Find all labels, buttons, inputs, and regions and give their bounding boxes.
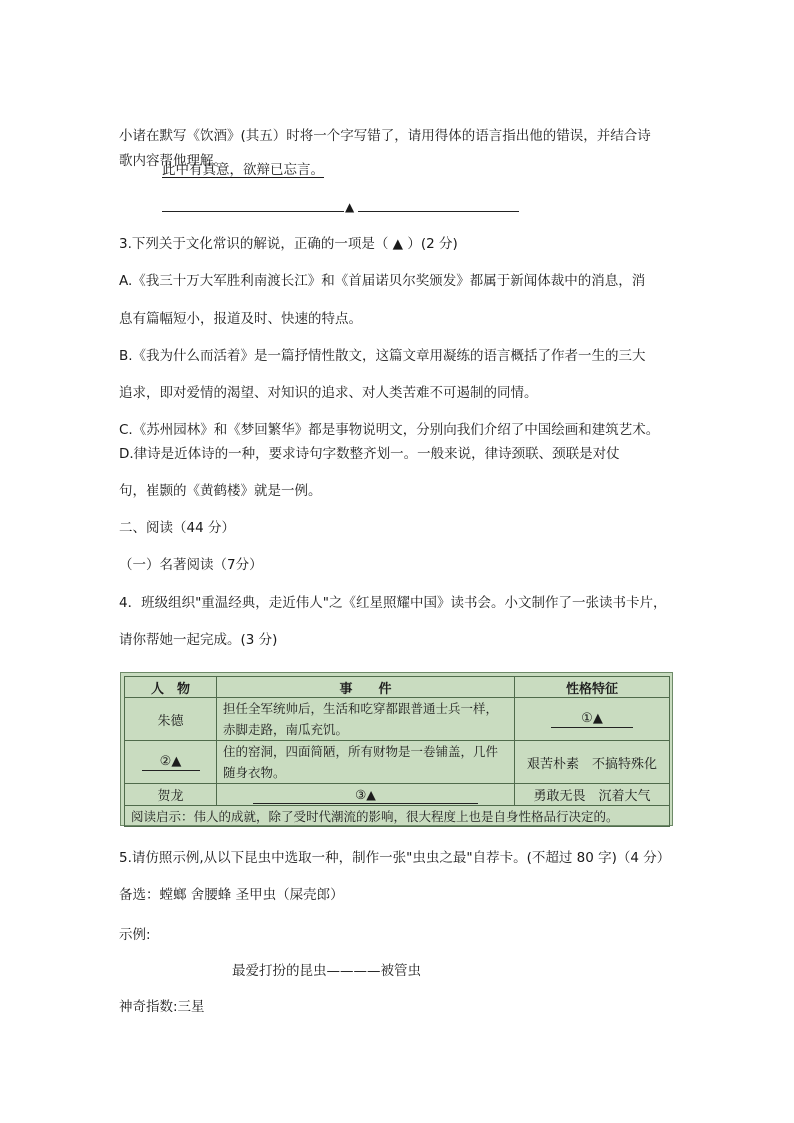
cell-event: 担任全军统帅后，生活和吃穿都跟普通士兵一样，赤脚走路，南瓜充饥。 bbox=[217, 698, 515, 741]
cell-trait[interactable] bbox=[515, 698, 670, 741]
header-trait: 性格特征 bbox=[515, 677, 670, 698]
q2-prompt-line1: 小诸在默写《饮酒》(其五）时将一个字写错了，请用得体的语言指出他的错误，并结合诗 bbox=[119, 128, 651, 144]
q5-example-rating: 神奇指数:三星 bbox=[119, 999, 205, 1015]
table-hint-row bbox=[125, 806, 670, 827]
blank-1[interactable]: ①▲ bbox=[551, 711, 633, 728]
q3-option-b-line1: B.《我为什么而活着》是一篇抒情性散文，这篇文章用凝练的语言概括了作者一生的三大 bbox=[119, 348, 646, 364]
cell-event[interactable] bbox=[217, 784, 515, 806]
table-row bbox=[125, 741, 670, 784]
q2-poem-quote: 此中有真意，欲辩已忘言。 bbox=[162, 162, 324, 178]
q3-option-a-line1: A.《我三十万大军胜利南渡长江》和《首届诺贝尔奖颁发》都属于新闻体裁中的消息，消 bbox=[119, 273, 646, 289]
q4-stem-line1: 4．班级组织"重温经典，走近伟人"之《红星照耀中国》读书会。小文制作了一张读书卡片， bbox=[119, 595, 667, 611]
subsection-heading-classics: （一）名著阅读（7分） bbox=[119, 557, 263, 573]
section-heading-reading: 二、阅读（44 分） bbox=[119, 520, 235, 536]
reading-card bbox=[120, 672, 673, 826]
q3-stem: 3.下列关于文化常识的解说，正确的一项是（ ▲ ）(2 分) bbox=[119, 236, 458, 252]
q3-option-a-line2: 息有篇幅短小，报道及时、快速的特点。 bbox=[119, 311, 362, 327]
q4-stem-line2: 请你帮她一起完成。(3 分) bbox=[119, 632, 278, 648]
header-person: 人 物 bbox=[125, 677, 217, 698]
reading-card-table bbox=[124, 676, 670, 827]
cell-event: 住的窑洞，四面简陋，所有财物是一卷铺盖，几件随身衣物。 bbox=[217, 741, 515, 784]
q5-example-title: 最爱打扮的昆虫————被管虫 bbox=[232, 963, 421, 979]
answer-blank-right[interactable] bbox=[358, 211, 519, 212]
q2-prompt-line2: 歌内容帮他理解。 bbox=[119, 153, 227, 169]
cell-person: 朱德 bbox=[125, 698, 217, 741]
table-row bbox=[125, 698, 670, 741]
blank-3[interactable]: ③▲ bbox=[253, 787, 478, 804]
answer-blank-left[interactable] bbox=[162, 211, 344, 212]
cell-person: 贺龙 bbox=[125, 784, 217, 806]
cell-trait: 艰苦朴素 不搞特殊化 bbox=[515, 741, 670, 784]
reading-hint: 阅读启示：伟人的成就，除了受时代潮流的影响，很大程度上也是自身性格品行决定的。 bbox=[125, 806, 670, 827]
table-header-row bbox=[125, 677, 670, 698]
q3-option-d-line2: 句，崔颢的《黄鹤楼》就是一例。 bbox=[119, 483, 322, 499]
q3-option-d-line1: D.律诗是近体诗的一种，要求诗句字数整齐划一。一般来说，律诗颈联、颈联是对仗 bbox=[119, 446, 620, 462]
table-row bbox=[125, 784, 670, 806]
q3-option-b-line2: 追求，即对爱情的渴望、对知识的追求、对人类苦难不可遏制的同情。 bbox=[119, 385, 538, 401]
cell-person[interactable] bbox=[125, 741, 217, 784]
q5-example-label: 示例: bbox=[119, 927, 151, 943]
blank-2[interactable]: ②▲ bbox=[142, 754, 200, 771]
q5-stem: 5.请仿照示例,从以下昆虫中选取一种，制作一张"虫虫之最"自荐卡。(不超过 80 字)（4 分） bbox=[119, 850, 671, 866]
cell-trait: 勇敢无畏 沉着大气 bbox=[515, 784, 670, 806]
header-event: 事 件 bbox=[217, 677, 515, 698]
q5-options: 备选：螳螂 舍腰蜂 圣甲虫（屎壳郎） bbox=[119, 887, 344, 903]
answer-triangle-marker: ▲ bbox=[345, 200, 355, 214]
q3-option-c: C.《苏州园林》和《梦回繁华》都是事物说明文，分别向我们介绍了中国绘画和建筑艺术。 bbox=[119, 422, 660, 438]
